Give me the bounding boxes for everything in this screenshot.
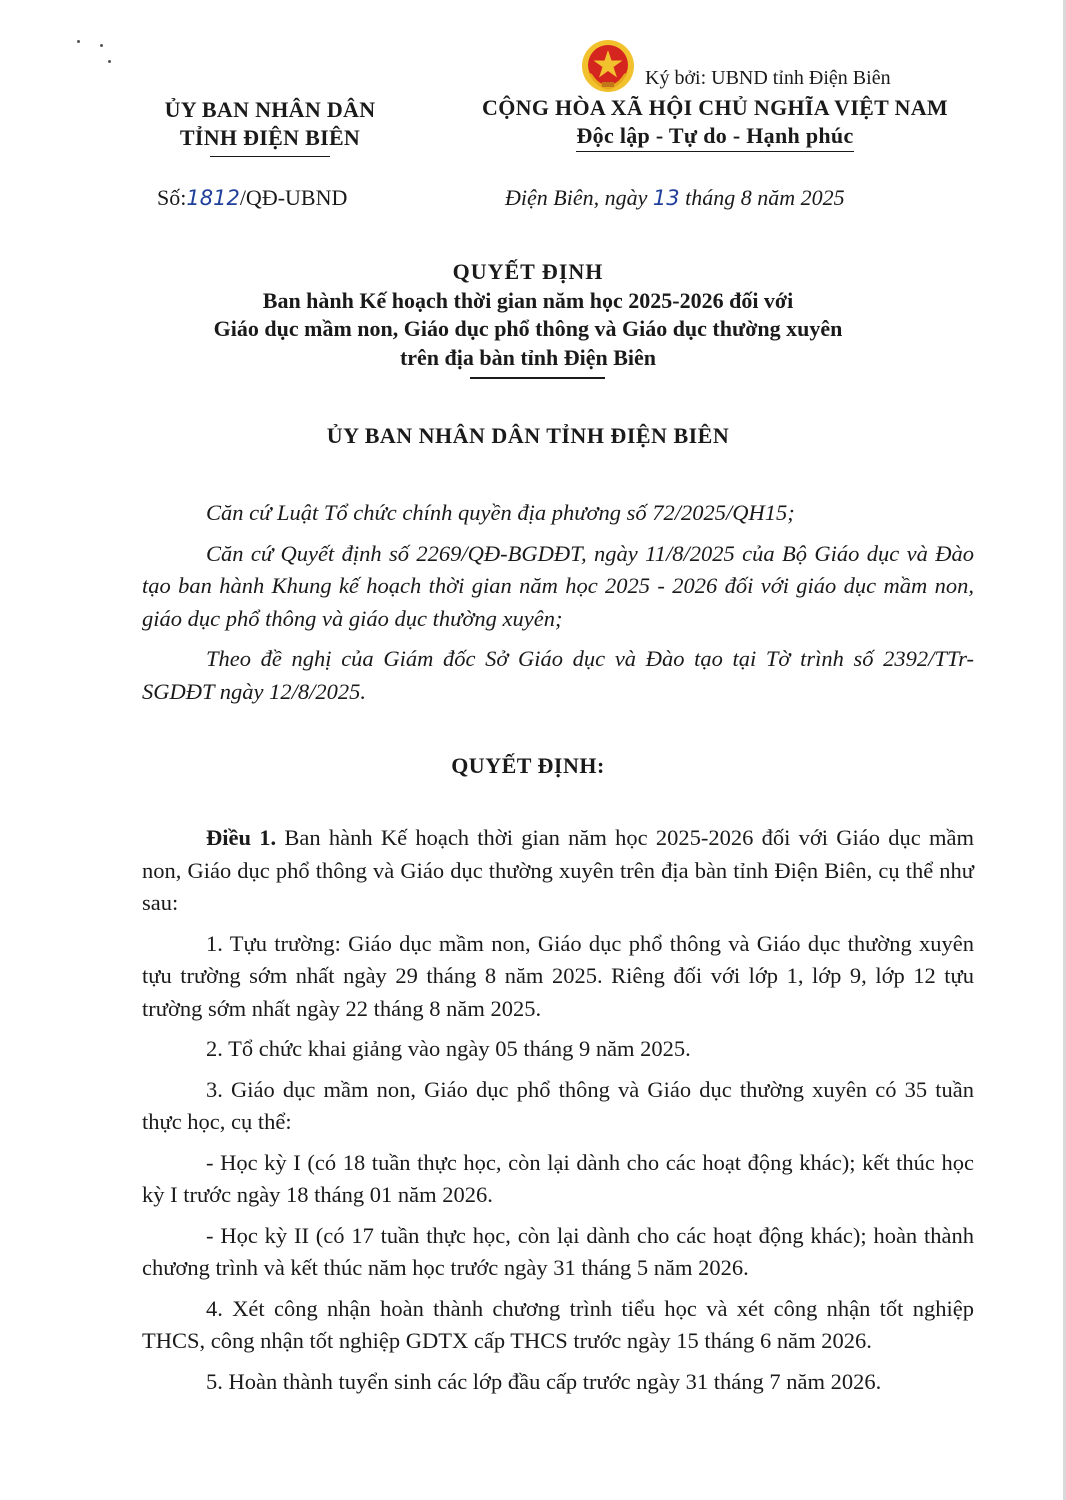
legal-basis: Theo đề nghị của Giám đốc Sở Giáo dục và Đào tạo tại Tờ trình số 2392/TTr-SGDĐT ngày 12/8/2025. xyxy=(142,646,974,704)
date-prefix: Điện Biên, ngày xyxy=(505,185,648,210)
agency-line2: TỈNH ĐIỆN BIÊN xyxy=(179,125,361,150)
document-kind: QUYẾT ĐỊNH xyxy=(452,259,604,284)
article-item: 4. Xét công nhận hoàn thành chương trình tiểu học và xét công nhận tốt nghiệp THCS, công nhận tốt nghiệp GDTX cấp THCS trước ngày 15 tháng 6 năm 2026. xyxy=(142,1295,974,1353)
title-line3: trên địa bàn tỉnh Điện Biên xyxy=(399,344,657,370)
legal-bases xyxy=(142,497,974,716)
legal-basis: Căn cứ Luật Tổ chức chính quyền địa phương số 72/2025/QH15; xyxy=(206,500,795,525)
scan-speck xyxy=(108,60,111,63)
scan-speck xyxy=(77,40,80,43)
title-underline xyxy=(470,377,605,379)
title-line2: Giáo dục mầm non, Giáo dục phổ thông và Giáo dục thường xuyên xyxy=(213,316,843,341)
issuing-agency xyxy=(130,96,410,152)
decision-heading: QUYẾT ĐỊNH: xyxy=(451,753,605,778)
document-date xyxy=(505,184,845,212)
national-heading xyxy=(460,94,970,152)
issuer-heading: ỦY BAN NHÂN DÂN TỈNH ĐIỆN BIÊN xyxy=(326,423,730,448)
article-text: Ban hành Kế hoạch thời gian năm học 2025-2026 đối với Giáo dục mầm non, Giáo dục phổ thông và Giáo dục thường xuyên trên địa bàn tỉnh Điện Biên, cụ thể như sau: xyxy=(142,825,974,915)
article-item: - Học kỳ I (có 18 tuần thực học, còn lại dành cho các hoạt động khác); kết thúc học kỳ I trước ngày 18 tháng 01 năm 2026. xyxy=(142,1149,974,1207)
national-emblem-icon xyxy=(580,38,636,94)
article-label: Điều 1. xyxy=(206,825,277,850)
document-title xyxy=(100,258,956,372)
number-prefix: Số: xyxy=(157,185,187,210)
title-line1: Ban hành Kế hoạch thời gian năm học 2025-2026 đối với xyxy=(262,287,794,313)
agency-line1: ỦY BAN NHÂN DÂN xyxy=(164,97,376,122)
nation-motto: Độc lập - Tự do - Hạnh phúc xyxy=(576,122,853,152)
digital-signature-label: Ký bởi: UBND tỉnh Điện Biên xyxy=(645,67,891,89)
article-item: 5. Hoàn thành tuyển sinh các lớp đầu cấp trước ngày 31 tháng 7 năm 2026. xyxy=(206,1368,882,1394)
article-item: 3. Giáo dục mầm non, Giáo dục phổ thông và Giáo dục thường xuyên có 35 tuần thực học, cụ thể: xyxy=(142,1076,974,1134)
scan-speck xyxy=(100,44,103,47)
date-suffix: tháng 8 năm 2025 xyxy=(685,185,845,210)
article-item: 1. Tựu trường: Giáo dục mầm non, Giáo dục phổ thông và Giáo dục thường xuyên tựu trường sớm nhất ngày 29 tháng 8 năm 2025. Riêng đối với lớp 1, lớp 9, lớp 12 tựu trường sớm nhất ngày 22 tháng 8 năm 2025. xyxy=(142,930,974,1021)
document-number xyxy=(157,184,347,212)
articles xyxy=(142,822,974,1406)
agency-underline xyxy=(210,156,330,157)
article-1 xyxy=(142,822,974,920)
article-item: 2. Tổ chức khai giảng vào ngày 05 tháng 9 năm 2025. xyxy=(206,1036,691,1061)
legal-basis: Căn cứ Quyết định số 2269/QĐ-BGDĐT, ngày 11/8/2025 của Bộ Giáo dục và Đào tạo ban hành Khung kế hoạch thời gian năm học 2025 - 2026 đối với giáo dục mầm non, giáo dục phổ thông và giáo dục thường xuyên; xyxy=(142,540,974,631)
handwritten-day: 13 xyxy=(652,186,680,210)
nation-name: CỘNG HÒA XÃ HỘI CHỦ NGHĨA VIỆT NAM xyxy=(482,95,948,120)
article-item: - Học kỳ II (có 17 tuần thực học, còn lại dành cho các hoạt động khác); hoàn thành chương trình và kết thúc năm học trước ngày 31 tháng 5 năm 2026. xyxy=(142,1222,974,1280)
handwritten-number: 1812 xyxy=(186,186,240,210)
number-suffix: /QĐ-UBND xyxy=(239,185,348,210)
